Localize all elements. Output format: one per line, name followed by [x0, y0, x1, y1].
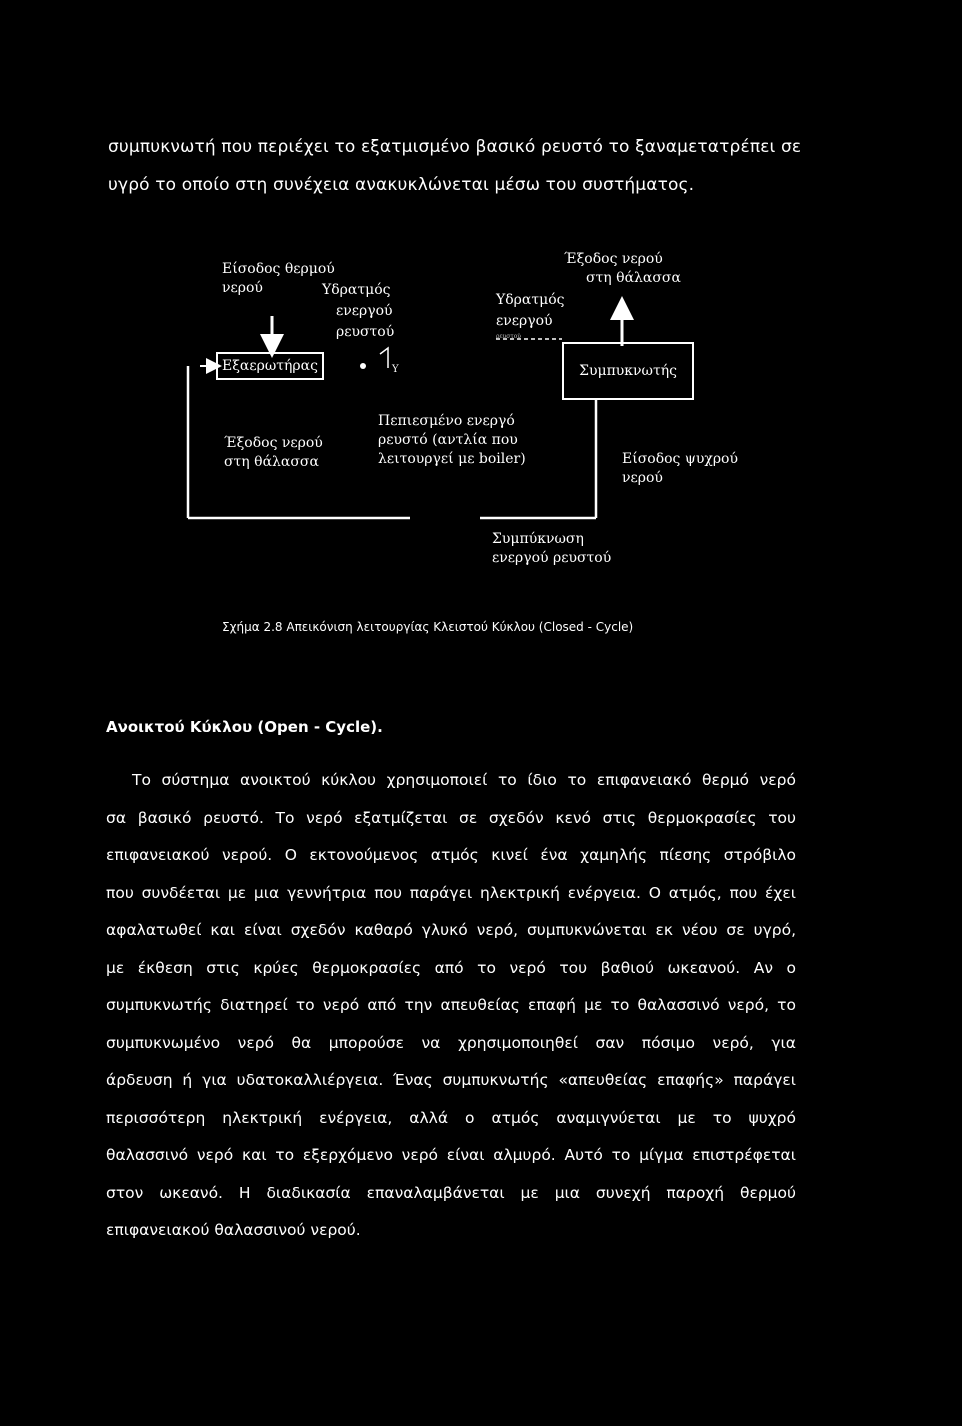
turbine-label: Y	[392, 364, 399, 375]
figure-caption: Σχήμα 2.8 Απεικόνιση λειτουργίας Κλειστού Κύκλου (Closed - Cycle)	[222, 620, 634, 634]
body-line: περισσότερη ηλεκτρική ενέργεια, αλλά ο ατμός αναμιγνύεται με το ψυχρό	[106, 1108, 796, 1127]
body-line: επιφανειακού θαλασσινού νερού.	[106, 1221, 361, 1239]
vapor-right-label: Υδρατμός ενεργού ρευστού	[496, 292, 565, 340]
vapor-left-label: Υδρατμός ενεργού ρευστού	[322, 282, 395, 340]
pump-dot	[360, 363, 366, 369]
cold-water-inlet-label: Είσοδος ψυχρού νερού	[622, 451, 738, 486]
body-line: σα βασικό ρευστό. Το νερό εξατμίζεται σε σχεδόν κενό στις θερμοκρασίες του	[106, 808, 796, 827]
closed-cycle-diagram	[180, 250, 760, 590]
body-line: θαλασσινό νερό και το εξερχόμενο νερό είναι αλμυρό. Αυτό το μίγμα επιστρέφεται	[106, 1146, 796, 1164]
body-line: αφαλατωθεί και είναι σχεδόν καθαρό γλυκό νερό, συμπυκνώνεται εκ νέου σε υγρό,	[106, 921, 796, 939]
body-line: στον ωκεανό. Η διαδικασία επαναλαμβάνεται με μια συνεχή παροχή θερμού	[106, 1183, 796, 1202]
body-line: συμπυκνωτής διατηρεί το νερό από την απευθείας επαφή με το θαλασσινό νερό, το	[106, 996, 796, 1014]
body-line: που συνδέεται με μια γεννήτρια που παράγει ηλεκτρική ενέργεια. Ο ατμός, που έχει	[106, 883, 796, 902]
body-line: Το σύστημα ανοικτού κύκλου χρησιμοποιεί το ίδιο το επιφανειακό θερμό νερό	[132, 771, 796, 789]
intro-line: συμπυκνωτή που περιέχει το εξατμισμένο βασικό ρευστό το ξαναμετατρέπει σε	[108, 137, 802, 157]
water-outlet-left-label: Έξοδος νερού στη θάλασσα	[224, 435, 323, 470]
evaporator-box: Εξαερωτήρας	[216, 352, 324, 380]
condenser-box: Συμπυκνωτής	[562, 342, 694, 400]
turbine-mark	[380, 348, 388, 368]
intro-paragraph	[108, 128, 802, 204]
condensation-label: Συμπύκνωση ενεργού ρευστού	[492, 531, 612, 566]
body-line: με έκθεση στις κρύες θερμοκρασίες από το νερό του βαθιού ωκεανού. Αν ο	[106, 958, 796, 977]
body-line: άρδευση ή για υδατοκαλλιέργεια. Ένας συμπυκνωτής «απευθείας επαφής» παράγει	[106, 1071, 796, 1089]
body-line: συμπυκνωμένο νερό θα μπορούσε να χρησιμοποιηθεί σαν πόσιμο νερό, για	[106, 1033, 796, 1052]
body-line: επιφανειακού νερού. Ο εκτονούμενος ατμός κινεί ένα χαμηλής πίεσης στρόβιλο	[106, 846, 796, 864]
pressurized-fluid-label: Πεπιεσμένο ενεργό ρευστό (αντλία που λειτουργεί με boiler)	[378, 413, 526, 467]
section-heading: Ανοικτού Κύκλου (Open - Cycle).	[106, 718, 383, 736]
hot-water-inlet-label: Είσοδος θερμού νερού	[222, 261, 335, 296]
body-paragraph	[106, 762, 796, 1250]
water-outlet-top-label: Έξοδος νερού στη θάλασσα	[564, 251, 681, 286]
intro-line: υγρό το οποίο στη συνέχεια ανακυκλώνεται μέσω του συστήματος.	[108, 175, 695, 195]
page-edge-strip	[962, 0, 980, 1426]
